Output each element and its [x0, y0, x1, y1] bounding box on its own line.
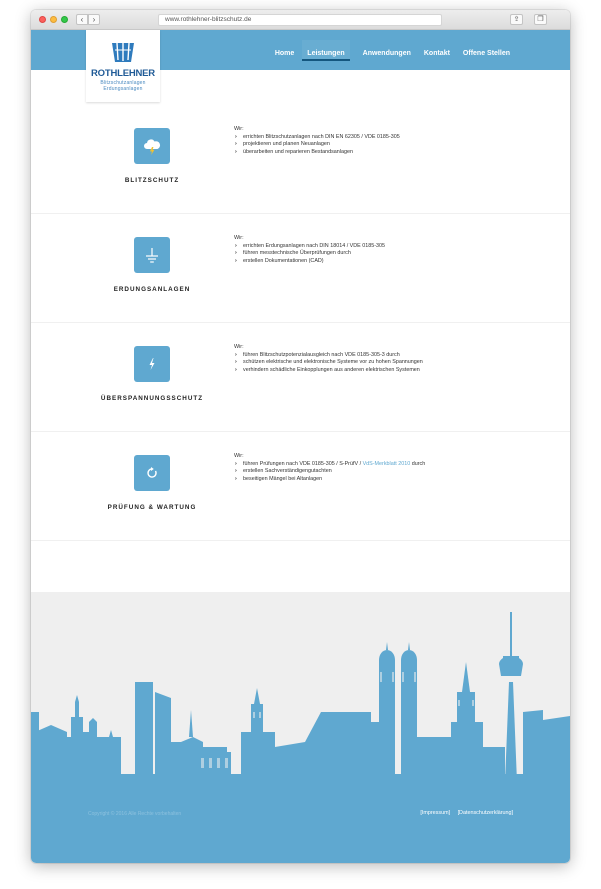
service-intro: Wir: [234, 344, 244, 350]
munich-skyline-illustration [31, 592, 570, 782]
service-list [234, 461, 534, 484]
service-blitzschutz [31, 106, 570, 214]
logo-name: ROTHLEHNER [91, 68, 155, 79]
service-description [234, 235, 534, 265]
share-icon: ⇪ [513, 16, 520, 23]
logo-mark-icon [109, 40, 137, 64]
list-item [234, 461, 534, 469]
nav-item-offene-stellen[interactable]: Offene Stellen [462, 49, 510, 57]
maximize-window-button[interactable] [61, 16, 68, 23]
copyright-text: Copyright © 2016 Alle Rechte vorbehalten [88, 811, 182, 817]
service-title: PRÜFUNG & WARTUNG [107, 504, 197, 511]
main-nav [262, 30, 510, 70]
share-button[interactable] [510, 14, 523, 25]
list-item: › verhindern schädliche Einkopplungen aus anderen elektrischen Systemen [234, 367, 534, 375]
service-list [234, 134, 534, 157]
browser-window [31, 10, 570, 863]
tabs-button[interactable] [534, 14, 547, 25]
site-footer [31, 782, 570, 863]
minimize-window-button[interactable] [50, 16, 57, 23]
list-item: › errichten Blitzschutzanlagen nach DIN EN 62305 / VDE 0185-305 [234, 134, 534, 142]
list-item: › schützen elektrische und elektronische Systeme vor zu hohen Spannungen [234, 359, 534, 367]
site-header [31, 30, 570, 92]
logo-subtitle-2: Erdungsanlagen [103, 86, 143, 92]
service-icon-box [134, 455, 170, 491]
service-pruefung-wartung [31, 433, 570, 541]
nav-item-anwendungen[interactable]: Anwendungen [362, 49, 411, 57]
service-title: BLITZSCHUTZ [124, 177, 180, 184]
nav-item-kontakt[interactable]: Kontakt [423, 49, 450, 57]
browser-toolbar [31, 10, 570, 30]
address-bar[interactable]: www.rothlehner-blitzschutz.de [158, 14, 442, 26]
service-description [234, 126, 534, 156]
service-icon-box [134, 237, 170, 273]
service-icon-box [134, 346, 170, 382]
service-ueberspannungsschutz [31, 324, 570, 432]
refresh-icon [142, 463, 162, 483]
list-item: › projektieren und planen Neuanlagen [234, 141, 534, 149]
list-item: › errichten Erdungsanlagen nach DIN 18014 / VDE 0185-305 [234, 243, 534, 251]
footer-links [414, 810, 513, 816]
chevron-right-icon: › [92, 15, 96, 24]
service-title: ERDUNGSANLAGEN [113, 286, 191, 293]
ground-icon [142, 245, 162, 265]
skyline-section [31, 592, 570, 863]
service-intro: Wir: [234, 126, 244, 132]
service-title: ÜBERSPANNUNGSSCHUTZ [100, 395, 204, 402]
nav-item-leistungen[interactable]: Leistungen [302, 40, 349, 61]
service-erdungsanlagen [31, 215, 570, 323]
service-list [234, 352, 534, 375]
logo-subtitle-1: Blitzschutzanlagen [100, 80, 146, 86]
list-item: › beseitigen Mängel bei Altanlagen [234, 476, 534, 484]
service-intro: Wir: [234, 235, 244, 241]
vds-link[interactable]: VdS-Merkblatt 2010 [362, 460, 411, 467]
logo[interactable] [86, 30, 160, 102]
service-list [234, 243, 534, 266]
close-window-button[interactable] [39, 16, 46, 23]
list-item: › erstellen Sachverständigengutachten [234, 468, 534, 476]
list-item: › führen Blitzschutzpotenzialausgleich nach VDE 0185-305-3 durch [234, 352, 534, 360]
cloud-lightning-icon [142, 136, 162, 156]
nav-item-home[interactable]: Home [274, 49, 295, 57]
service-description [234, 453, 534, 483]
list-item: › überarbeiten und reparieren Bestandsanlagen [234, 149, 534, 157]
forward-button[interactable] [88, 14, 100, 25]
chevron-left-icon: ‹ [80, 15, 84, 24]
service-intro: Wir: [234, 453, 244, 459]
service-description [234, 344, 534, 374]
impressum-link[interactable]: [Impressum] [420, 810, 451, 816]
web-page [31, 30, 570, 863]
back-button[interactable] [76, 14, 88, 25]
lightning-icon [142, 354, 162, 374]
list-item-text: durch [410, 460, 426, 467]
list-item: › führen messtechnische Überprüfungen durch [234, 250, 534, 258]
list-item-text: führen Prüfungen nach VDE 0185-305 / S-PrüfV / [243, 460, 363, 467]
service-icon-box [134, 128, 170, 164]
datenschutz-link[interactable]: [Datenschutzerklärung] [457, 810, 513, 816]
tabs-icon: ❐ [537, 16, 544, 23]
list-item: › erstellen Dokumentationen (CAD) [234, 258, 534, 266]
